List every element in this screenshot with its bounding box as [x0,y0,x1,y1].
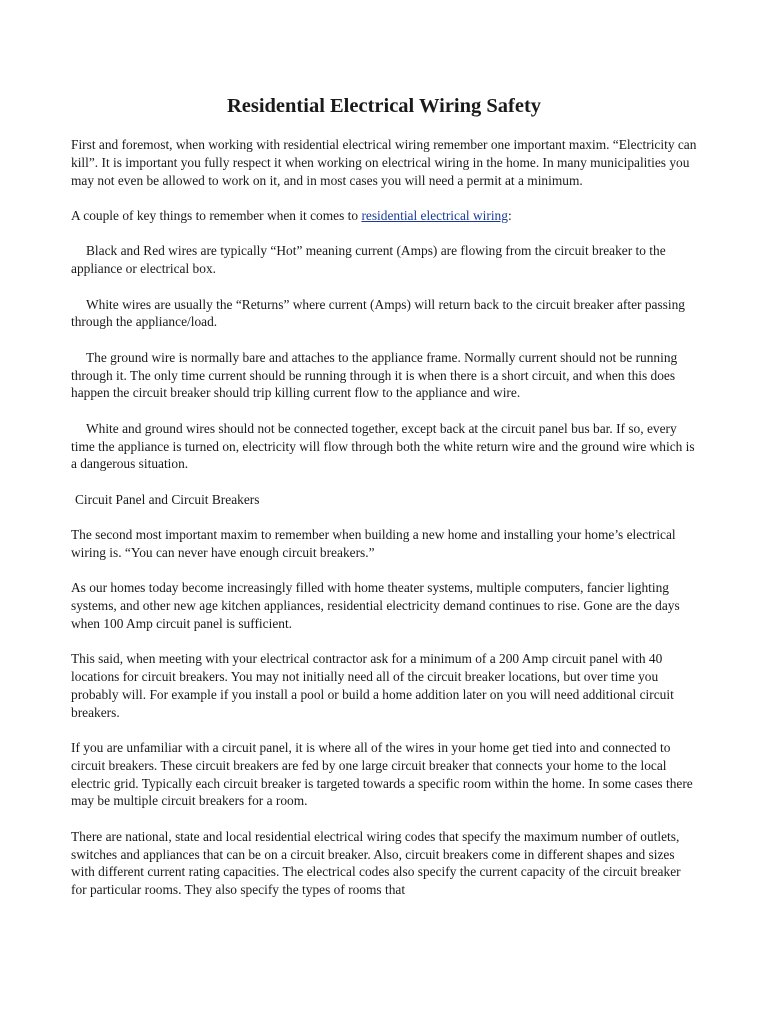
key-things-prefix: A couple of key things to remember when it comes to [71,207,362,223]
section-heading: Circuit Panel and Circuit Breakers [75,491,260,507]
point-white-ground-connection: White and ground wires should not be connected together, except back at the circuit panel bus bar. If so, every time the appliance is turned on, electricity will flow through both the white return wire and the ground wire which is a dangerous situation. [71,420,695,472]
point-hot-wires: Black and Red wires are typically “Hot” meaning current (Amps) are flowing from the circuit breaker to the appliance or electrical box. [71,243,666,277]
key-things-suffix: : [507,207,512,223]
point-ground-wire: The ground wire is normally bare and attaches to the appliance frame. Normally current should not be running through it. The only time current should be running through it is when there is a short circuit, and when this does happen the circuit breaker should trip killing current flow to the appliance and wire. [71,349,678,401]
paragraph-maxim: The second most important maxim to remember when building a new home and installing your home’s electrical wiring is. “You can never have enough circuit breakers.” [71,527,676,560]
paragraph-contractor: This said, when meeting with your electrical contractor ask for a minimum of a 200 Amp circuit panel with 40 locations for circuit breakers. You may not initially need all of the circuit breaker locations, but over time you probably will. For example if you install a pool or build a home addition later on you will need additional circuit breakers. [71,651,674,720]
document-title: Residential Electrical Wiring Safety [226,95,542,117]
point-return-wires: White wires are usually the “Returns” where current (Amps) will return back to the circuit breaker after passing through the appliance/load. [71,296,685,330]
paragraph-circuit-panel: If you are unfamiliar with a circuit panel, it is where all of the wires in your home get tied into and connected to circuit breakers. These circuit breakers are fed by one large circuit breaker that connects your home to the local electric grid. Typically each circuit breaker is targeted towards a specific room within the home. In some cases there may be multiple circuit breakers for a room. [71,740,693,809]
key-things-paragraph [71,207,699,225]
paragraph-codes: There are national, state and local residential electrical wiring codes that specify the maximum number of outlets, switches and appliances that can be on a circuit breaker. Also, circuit breakers come in different shapes and sizes with different current rating capacities. The electrical codes also specify the current capacity of the circuit breaker for particular rooms. They also specify the types of rooms that [71,828,681,898]
document-body [71,136,699,917]
residential-electrical-wiring-link[interactable]: residential electrical wiring [361,207,508,223]
paragraph-demand: As our homes today become increasingly filled with home theater systems, multiple computers, fancier lighting systems, and other new age kitchen appliances, residential electricity demand continues to rise. Gone are the days when 100 Amp circuit panel is sufficient. [71,580,680,631]
intro-paragraph: First and foremost, when working with residential electrical wiring remember one important maxim. “Electricity can kill”. It is important you fully respect it when working on electrical wiring in the home. In many municipalities you may not even be allowed to work on it, and in most cases you will need a permit at a minimum. [71,137,697,188]
